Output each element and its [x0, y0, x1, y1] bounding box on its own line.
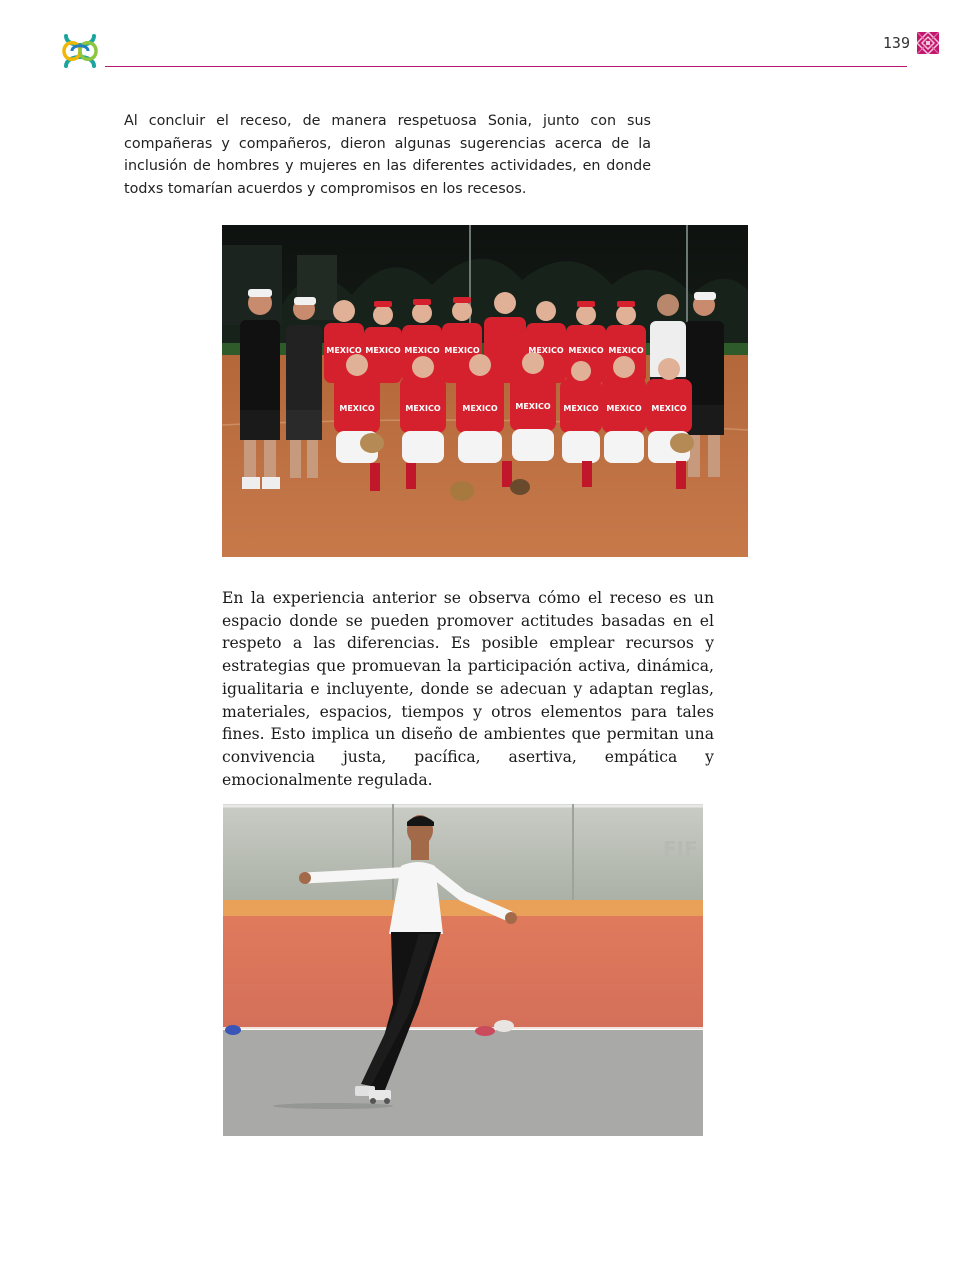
jersey-text: MEXICO [365, 346, 401, 355]
interlocking-rings-logo-icon [60, 32, 100, 70]
jersey-text: MEXICO [568, 346, 604, 355]
intro-paragraph: Al concluir el receso, de manera respetuosa Sonia, junto con sus compañeras y compañeros, dieron algunas sugerencias acerca de la inclusión de hombres y mujeres en las diferentes actividades, en donde todxs tomarían acuerdos y compromisos en los recesos. [124, 113, 651, 197]
jersey-text: MEXICO [326, 346, 362, 355]
body-paragraph: En la experiencia anterior se observa cómo el receso es un espacio donde se pueden promover actitudes basadas en el respeto a las diferencias. Es posible emplear recursos y estrategias que promuevan la participación activa, dinámica, igualitaria e incluyente, donde se adecuan y adaptan reglas, materiales, espacios, tiempos y otros elementos para tales fines. Esto implica un diseño de ambientes que permitan una convivencia justa, pacífica, asertiva, empática y emocionalmente regulada. [222, 589, 714, 789]
jersey-text: MEXICO [515, 402, 551, 411]
jersey-text: MEXICO [563, 404, 599, 413]
roller-skater-photo [223, 804, 703, 1136]
jersey-text: MEXICO [405, 404, 441, 413]
jersey-text: MEXICO [608, 346, 644, 355]
jersey-text: MEXICO [444, 346, 480, 355]
jersey-text: MEXICO [651, 404, 687, 413]
page-number: 139 [882, 34, 910, 52]
jersey-text: MEXICO [462, 404, 498, 413]
jersey-text: MEXICO [339, 404, 375, 413]
woven-pattern-ornament-icon [917, 32, 939, 54]
softball-team-photo [222, 225, 748, 557]
wall-text: FIF [663, 837, 698, 861]
jersey-text: MEXICO [528, 346, 564, 355]
header-rule [105, 66, 907, 67]
jersey-text: MEXICO [606, 404, 642, 413]
jersey-text: MEXICO [404, 346, 440, 355]
